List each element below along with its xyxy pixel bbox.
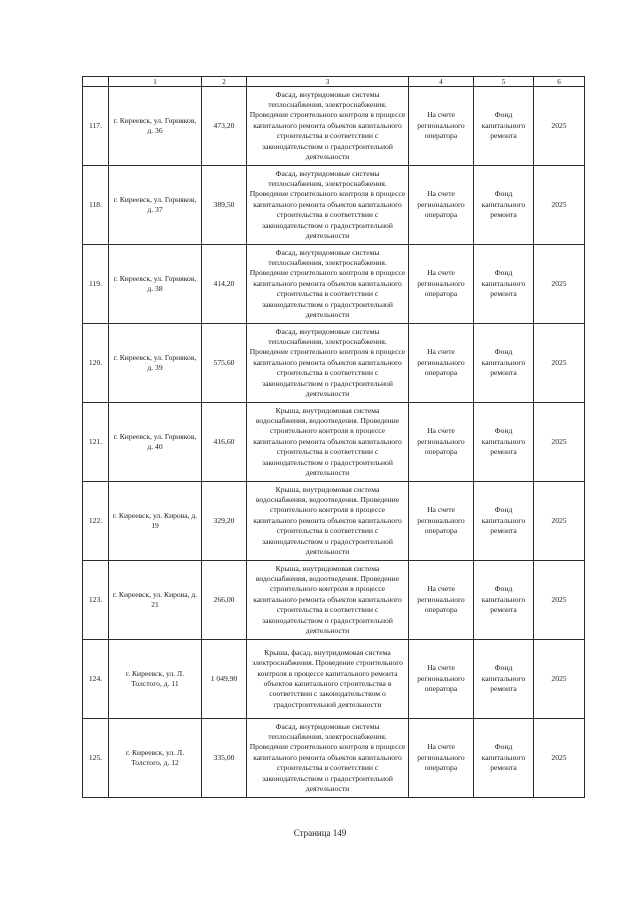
funding-source-cell: Фонд капитального ремонта bbox=[474, 87, 534, 166]
header-cell: 4 bbox=[409, 77, 474, 87]
table-row bbox=[83, 640, 585, 719]
funding-source-cell: Фонд капитального ремонта bbox=[474, 561, 534, 640]
funding-source-cell: Фонд капитального ремонта bbox=[474, 640, 534, 719]
year-cell: 2025 bbox=[534, 166, 585, 245]
year-cell: 2025 bbox=[534, 324, 585, 403]
header-cell: 2 bbox=[202, 77, 247, 87]
work-description-cell: Фасад, внутридомовые системы теплоснабжения, электроснабжения. Проведение строительного контроля в процессе капитального ремонта объектов капитального строительства в соответствии с законодательством о градостроительной деятельности bbox=[247, 324, 409, 403]
area-cell: 1 049,90 bbox=[202, 640, 247, 719]
funding-source-cell: Фонд капитального ремонта bbox=[474, 166, 534, 245]
address-cell: г. Киреевск, ул. Горняков, д. 40 bbox=[109, 403, 202, 482]
table-row bbox=[83, 719, 585, 798]
address-cell: г. Киреевск, ул. Горняков, д. 36 bbox=[109, 87, 202, 166]
year-cell: 2025 bbox=[534, 245, 585, 324]
row-number-cell: 117. bbox=[83, 87, 109, 166]
work-description-cell: Фасад, внутридомовые системы теплоснабжения, электроснабжения. Проведение строительного контроля в процессе капитального ремонта объектов капитального строительства в соответствии с законодательством о градостроительной деятельности bbox=[247, 166, 409, 245]
address-cell: г. Киреевск, ул. Горняков, д. 39 bbox=[109, 324, 202, 403]
work-description-cell: Крыша, внутридомовая система водоснабжения, водоотведения. Проведение строительного контроля в процессе капитального ремонта объектов капитального строительства в соответствии с законодательством о градостроительной деятельности bbox=[247, 561, 409, 640]
area-cell: 329,20 bbox=[202, 482, 247, 561]
column-number-header-row bbox=[83, 77, 585, 87]
table-body bbox=[83, 77, 585, 798]
area-cell: 335,00 bbox=[202, 719, 247, 798]
area-cell: 266,00 bbox=[202, 561, 247, 640]
row-number-cell: 118. bbox=[83, 166, 109, 245]
row-number-cell: 123. bbox=[83, 561, 109, 640]
row-number-cell: 120. bbox=[83, 324, 109, 403]
table-row bbox=[83, 561, 585, 640]
year-cell: 2025 bbox=[534, 640, 585, 719]
account-cell: На счете регионального оператора bbox=[409, 403, 474, 482]
address-cell: г. Киреевск, ул. Л. Толстого, д. 11 bbox=[109, 640, 202, 719]
repair-schedule-table bbox=[82, 76, 585, 798]
page-number: Страница 149 bbox=[293, 828, 347, 838]
table-row bbox=[83, 245, 585, 324]
header-cell: 6 bbox=[534, 77, 585, 87]
account-cell: На счете регионального оператора bbox=[409, 640, 474, 719]
area-cell: 473,20 bbox=[202, 87, 247, 166]
address-cell: г. Киреевск, ул. Кирова, д. 21 bbox=[109, 561, 202, 640]
address-cell: г. Киреевск, ул. Кирова, д. 19 bbox=[109, 482, 202, 561]
work-description-cell: Крыша, внутридомовая система водоснабжения, водоотведения. Проведение строительного контроля в процессе капитального ремонта объектов капитального строительства в соответствии с законодательством о градостроительной деятельности bbox=[247, 482, 409, 561]
year-cell: 2025 bbox=[534, 719, 585, 798]
account-cell: На счете регионального оператора bbox=[409, 561, 474, 640]
work-description-cell: Крыша, фасад, внутридомовая система электроснабжения. Проведение строительного контроля в процессе капитального ремонта объектов капитального строительства в соответствии с законодательством о градостроительной деятельности bbox=[247, 640, 409, 719]
address-cell: г. Киреевск, ул. Горняков, д. 38 bbox=[109, 245, 202, 324]
address-cell: г. Киреевск, ул. Л. Толстого, д. 12 bbox=[109, 719, 202, 798]
work-description-cell: Крыша, внутридомовая система водоснабжения, водоотведения. Проведение строительного контроля в процессе капитального ремонта объектов капитального строительства в соответствии с законодательством о градостроительной деятельности bbox=[247, 403, 409, 482]
row-number-cell: 121. bbox=[83, 403, 109, 482]
header-cell: 1 bbox=[109, 77, 202, 87]
header-cell: 5 bbox=[474, 77, 534, 87]
year-cell: 2025 bbox=[534, 561, 585, 640]
row-number-cell: 119. bbox=[83, 245, 109, 324]
header-cell: 3 bbox=[247, 77, 409, 87]
funding-source-cell: Фонд капитального ремонта bbox=[474, 719, 534, 798]
row-number-cell: 125. bbox=[83, 719, 109, 798]
area-cell: 414,20 bbox=[202, 245, 247, 324]
area-cell: 575,60 bbox=[202, 324, 247, 403]
work-description-cell: Фасад, внутридомовые системы теплоснабжения, электроснабжения. Проведение строительного контроля в процессе капитального ремонта объектов капитального строительства в соответствии с законодательством о градостроительной деятельности bbox=[247, 245, 409, 324]
account-cell: На счете регионального оператора bbox=[409, 719, 474, 798]
year-cell: 2025 bbox=[534, 87, 585, 166]
address-cell: г. Киреевск, ул. Горняков, д. 37 bbox=[109, 166, 202, 245]
account-cell: На счете регионального оператора bbox=[409, 324, 474, 403]
account-cell: На счете регионального оператора bbox=[409, 245, 474, 324]
table-row bbox=[83, 324, 585, 403]
header-cell bbox=[83, 77, 109, 87]
funding-source-cell: Фонд капитального ремонта bbox=[474, 482, 534, 561]
work-description-cell: Фасад, внутридомовые системы теплоснабжения, электроснабжения. Проведение строительного контроля в процессе капитального ремонта объектов капитального строительства в соответствии с законодательством о градостроительной деятельности bbox=[247, 719, 409, 798]
year-cell: 2025 bbox=[534, 482, 585, 561]
table-row bbox=[83, 87, 585, 166]
row-number-cell: 124. bbox=[83, 640, 109, 719]
funding-source-cell: Фонд капитального ремонта bbox=[474, 324, 534, 403]
table-row bbox=[83, 482, 585, 561]
funding-source-cell: Фонд капитального ремонта bbox=[474, 403, 534, 482]
area-cell: 389,50 bbox=[202, 166, 247, 245]
account-cell: На счете регионального оператора bbox=[409, 482, 474, 561]
account-cell: На счете регионального оператора bbox=[409, 166, 474, 245]
work-description-cell: Фасад, внутридомовые системы теплоснабжения, электроснабжения. Проведение строительного контроля в процессе капитального ремонта объектов капитального строительства в соответствии с законодательством о градостроительной деятельности bbox=[247, 87, 409, 166]
area-cell: 416,60 bbox=[202, 403, 247, 482]
year-cell: 2025 bbox=[534, 403, 585, 482]
account-cell: На счете регионального оператора bbox=[409, 87, 474, 166]
table-row bbox=[83, 403, 585, 482]
table-row bbox=[83, 166, 585, 245]
row-number-cell: 122. bbox=[83, 482, 109, 561]
funding-source-cell: Фонд капитального ремонта bbox=[474, 245, 534, 324]
